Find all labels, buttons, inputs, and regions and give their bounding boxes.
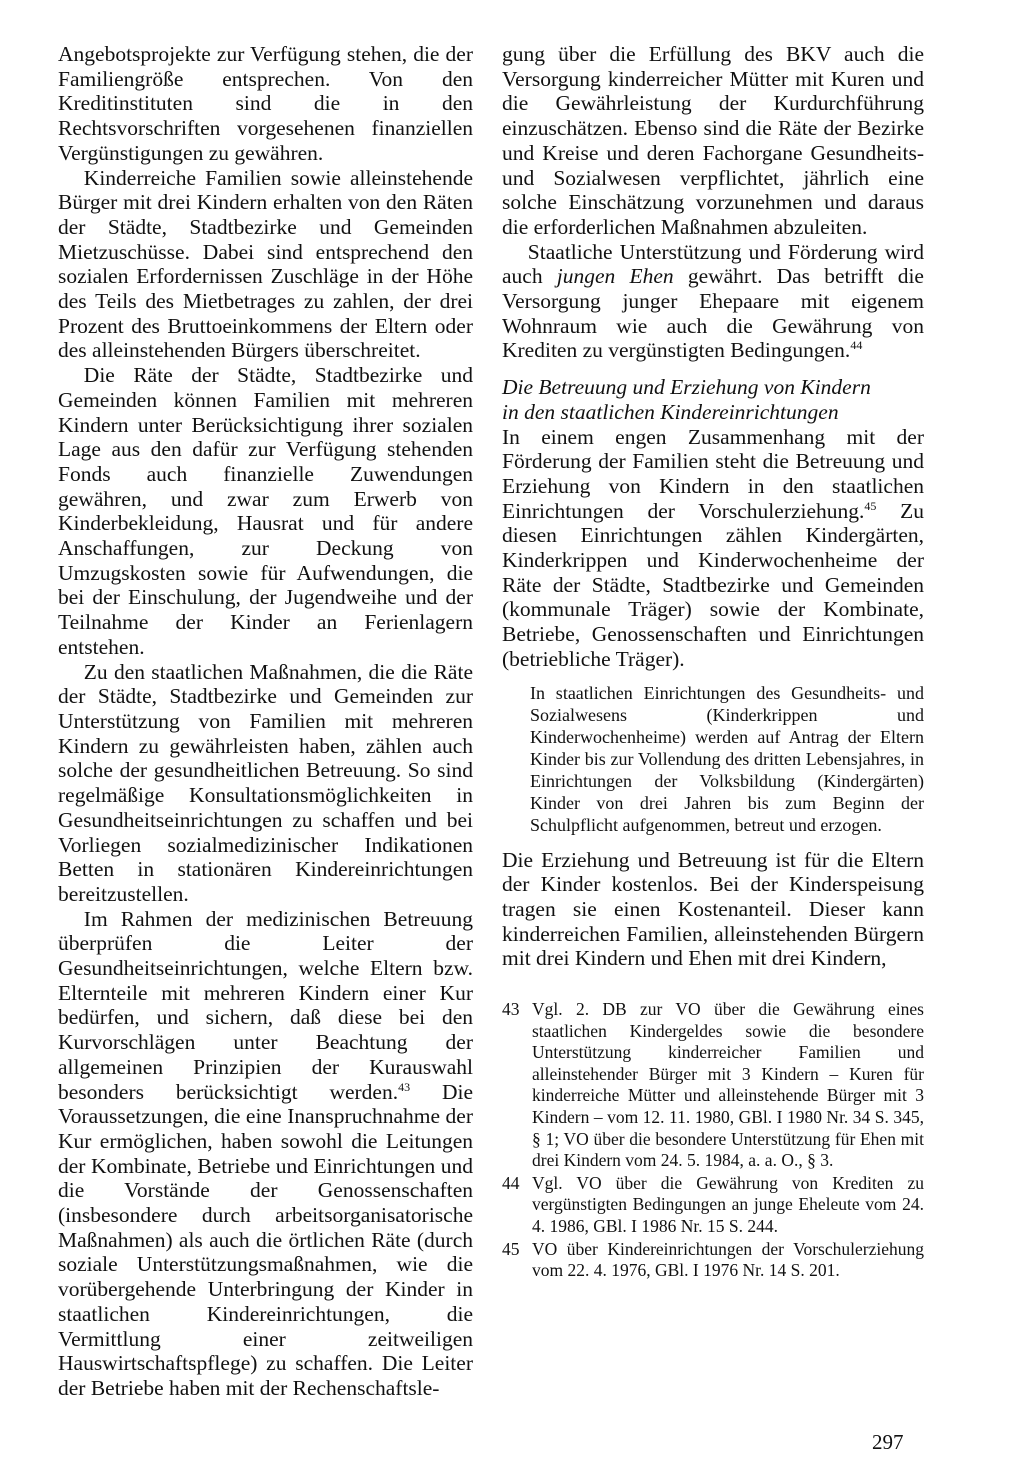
paragraph-text: Die Voraussetzungen, die eine Inanspruchnahme der Kur ermöglichen, haben sowohl die Leitungen der Kombinate, Betriebe und Einrichtungen und die Vorstände der Genossenschaften (insbesondere durch arbeitsorganisatorische Maßnahmen) als auch die örtlichen Räte (durch soziale Unterstützungsmaßnahmen, wie die vorübergehende Unterbringung der Kinder in staatlichen Kindereinrichtungen, die Vermittlung einer zeitweiligen Hauswirtschaftspflege) zu schaffen. Die Leiter der Betriebe haben mit der Rechenschaftsle- xyxy=(58,1079,473,1400)
footnote-text: Vgl. 2. DB zur VO über die Gewährung eines staatlichen Kindergeldes sowie die besondere Unterstützung kinderreicher Familien und alleinstehender Bürger mit 3 Kindern – Kuren für kinderreiche Mütter und alleinstehende Bürger mit 3 Kindern – vom 12. 11. 1980, GBl. I 1980 Nr. 34 S. 345, § 1; VO über die besondere Unterstützung für Ehen mit drei Kindern vom 24. 5. 1984, a. a. O., § 3. xyxy=(532,999,924,1171)
footnote-number: 43 xyxy=(502,999,520,1020)
footnote-text: Vgl. VO über die Gewährung von Krediten zu vergünstigten Bedingungen an junge Eheleute vom 24. 4. 1986, GBl. I 1986 Nr. 15 S. 244. xyxy=(532,1172,924,1237)
body-paragraph xyxy=(58,907,473,1401)
footnote-reference[interactable]: 44 xyxy=(850,338,863,353)
left-column xyxy=(58,42,473,1401)
emphasis-text: jungen Ehen xyxy=(556,264,674,289)
section-heading-line: Die Betreuung und Erziehung von Kindern xyxy=(502,375,871,400)
footnote-reference[interactable]: 45 xyxy=(864,498,877,513)
section-heading xyxy=(502,375,924,424)
footnote-number: 45 xyxy=(502,1238,520,1259)
body-paragraph: Angebotsprojekte zur Verfügung stehen, die der Familiengröße entsprechen. Von den Kreditinstituten sind die in den Rechtsvorschriften vorgesehenen finanziellen Vergünstigungen zu gewähren. xyxy=(58,42,473,165)
body-paragraph: Zu den staatlichen Maßnahmen, die die Räte der Städte, Stadtbezirke und Gemeinden zur Unterstützung von Familien mit mehreren Kindern zu gewährleisten haben, zählen auch solche der gesundheitlichen Betreuung. So sind regelmäßige Konsultationsmöglichkeiten in Gesundheitseinrichtungen zu schaffen und bei Vorliegen sozialmedizinischer Indikationen Betten in stationären Kindereinrichtungen bereitzustellen. xyxy=(58,659,473,906)
body-paragraph: Die Räte der Städte, Stadtbezirke und Gemeinden können Familien mit mehreren Kindern unter Berücksichtigung ihrer sozialen Lage aus den dafür zur Verfügung stehenden Fonds auch finanzielle Zuwendungen gewähren, und zwar zum Erwerb von Kinderbekleidung, Hausrat und für andere Anschaffungen, zur Deckung von Umzugskosten sowie für Aufwendungen, die bei der Einschulung, der Jugendweihe und der Teilnahme der Kinder an Ferienlagern entstehen. xyxy=(58,363,473,659)
body-paragraph: gung über die Erfüllung des BKV auch die Versorgung kinderreicher Mütter mit Kuren und die Gewährleistung der Kurdurchführung einzuschätzen. Ebenso sind die Räte der Bezirke und Kreise und deren Fachorgane Gesundheits- und Sozialwesen verpflichtet, jährlich eine solche Einschätzung vorzunehmen und daraus die erforderlichen Maßnahmen abzuleiten. xyxy=(502,42,924,239)
body-paragraph xyxy=(502,425,924,672)
paragraph-text: gewährt. Das betrifft die Versorgung junger Ehepaare mit eigenem Wohnraum wie auch die Gewährung von Krediten zu vergünstigten Bedingungen. xyxy=(502,264,924,363)
section-heading-line: in den staatlichen Kindereinrichtungen xyxy=(502,399,839,424)
block-quote: In staatlichen Einrichtungen des Gesundheits- und Sozialwesens (Kinderkrippen und Kinderwochenheime) werden auf Antrag der Eltern Kinder bis zur Vollendung des dritten Lebensjahres, in Einrichtungen der Volksbildung (Kindergärten) Kinder von drei Jahren bis zum Beginn der Schulpflicht aufgenommen, betreut und erzogen. xyxy=(530,682,924,835)
footnote xyxy=(502,999,924,1172)
body-paragraph: Kinderreiche Familien sowie alleinstehende Bürger mit drei Kindern erhalten von den Räten der Städte, Stadtbezirke und Gemeinden Mietzuschüsse. Dabei sind entsprechend den sozialen Erfordernissen Zuschläge in der Höhe des Teils des Mietbetrages zu zahlen, der drei Prozent des Bruttoeinkommens der Eltern oder des alleinstehenden Bürgers überschreitet. xyxy=(58,165,473,363)
footnote xyxy=(502,1173,924,1238)
footnote-text: VO über Kindereinrichtungen der Vorschulerziehung vom 22. 4. 1976, GBl. I 1976 Nr. 14 S. 201. xyxy=(532,1238,924,1281)
body-paragraph xyxy=(502,240,924,364)
paragraph-text: In einem engen Zusammenhang mit der Förderung der Familien steht die Betreuung und Erziehung von Kindern in den staatlichen Einrichtungen der Vorschulerziehung. xyxy=(502,424,924,523)
page-number: 297 xyxy=(872,1430,904,1454)
footnotes xyxy=(502,991,924,1282)
paragraph-text: Staatliche Unterstützung und Förderung wird auch xyxy=(502,239,924,289)
right-column xyxy=(502,42,924,1283)
paragraph-text: Zu diesen Einrichtungen zählen Kindergärten, Kinderkrippen und Kinderwochenheime der Räte der Städte, Stadtbezirke und Gemeinden (kommunale Träger) sowie der Kombinate, Betriebe, Genossenschaften und Einrichtungen (betriebliche Träger). xyxy=(502,498,924,671)
footnote-reference[interactable]: 43 xyxy=(398,1079,411,1094)
footnote-number: 44 xyxy=(502,1172,520,1193)
footnote xyxy=(502,1239,924,1282)
paragraph-text: Im Rahmen der medizinischen Betreuung überprüfen die Leiter der Gesundheitseinrichtungen, welche Eltern bzw. Elternteile mit mehreren Kindern einer Kur bedürfen, und sichern, daß diese bei den Kurvorschlägen unter Beachtung der allgemeinen Prinzipien der Kurauswahl besonders berücksichtigt werden. xyxy=(58,906,473,1104)
body-paragraph: Die Erziehung und Betreuung ist für die Eltern der Kinder kostenlos. Bei der Kinderspeisung tragen sie einen Kostenanteil. Dieser kann kinderreichen Familien, alleinstehenden Bürgern mit drei Kindern und Ehen mit drei Kindern, xyxy=(502,847,924,971)
